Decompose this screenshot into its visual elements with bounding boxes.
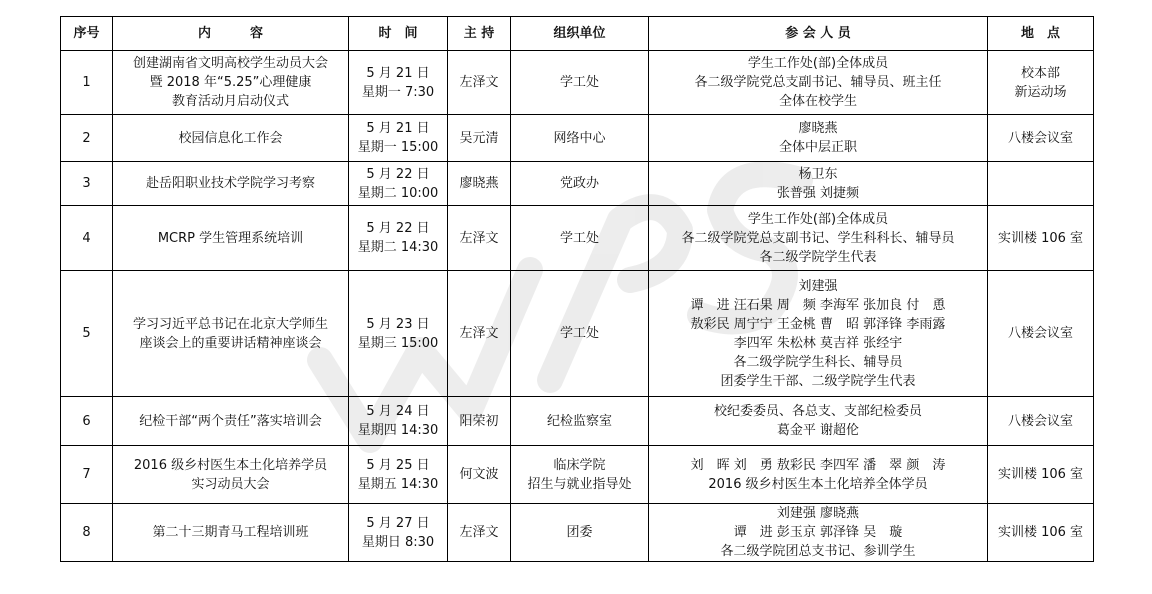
meeting-time xyxy=(349,397,448,446)
meeting-content-line: 校园信息化工作会 xyxy=(178,130,283,146)
attendees-line: 各二级学院学生科长、辅导员 xyxy=(733,354,903,370)
attendees-line: 杨卫东 xyxy=(798,166,838,182)
attendees-line: 葛金平 谢超伦 xyxy=(776,423,860,438)
meeting-content xyxy=(113,446,349,504)
meeting-place xyxy=(988,206,1094,271)
meeting-content-line: 座谈会上的重要讲话精神座谈会 xyxy=(139,335,322,351)
header-attendees: 参 会 人 员 xyxy=(649,17,988,51)
organizer xyxy=(511,206,649,271)
header-no: 序号 xyxy=(61,17,113,51)
meeting-content-line: 实习动员大会 xyxy=(191,476,270,492)
meeting-time xyxy=(349,504,448,562)
meeting-place xyxy=(988,115,1094,162)
organizer xyxy=(511,162,649,206)
attendees-line: 各二级学院党总支副书记、学生科科长、辅导员 xyxy=(681,230,955,246)
attendees-line: 团委学生干部、二级学院学生代表 xyxy=(720,373,916,389)
table-row xyxy=(61,397,1094,446)
attendees xyxy=(649,51,988,115)
meeting-host: 左泽文 xyxy=(448,504,511,562)
table-row xyxy=(61,51,1094,115)
attendees-line: 刘 晖 刘 勇 敖彩民 李四军 潘 翠 颜 涛 xyxy=(690,457,946,473)
meeting-content-line: 2016 级乡村医生本土化培养学员 xyxy=(133,457,328,473)
attendees-line: 学生工作处(部)全体成员 xyxy=(747,56,889,71)
attendees-line: 廖晓燕 xyxy=(798,121,838,136)
meeting-time xyxy=(349,162,448,206)
meeting-time xyxy=(349,115,448,162)
attendees xyxy=(649,504,988,562)
meeting-time-line: 星期一 15:00 xyxy=(357,140,439,155)
meeting-host: 吴元清 xyxy=(448,115,511,162)
attendees-line: 李四军 朱松林 莫吉祥 张经宇 xyxy=(733,335,903,351)
meeting-time-line: 5 月 25 日 xyxy=(366,457,430,473)
organizer-line: 学工处 xyxy=(559,326,599,341)
row-number: 3 xyxy=(61,162,113,206)
row-number: 2 xyxy=(61,115,113,162)
meeting-time-line: 星期四 14:30 xyxy=(357,423,439,438)
meeting-time-line: 5 月 22 日 xyxy=(366,166,430,182)
meeting-place xyxy=(988,446,1094,504)
header-place: 地 点 xyxy=(988,17,1094,51)
meeting-place-line: 八楼会议室 xyxy=(1007,130,1073,146)
attendees-line: 刘建强 廖晓燕 xyxy=(776,506,860,521)
meeting-place xyxy=(988,504,1094,562)
meeting-content-line: 第二十三期青马工程培训班 xyxy=(152,525,309,540)
organizer xyxy=(511,504,649,562)
meeting-time xyxy=(349,446,448,504)
organizer-line: 招生与就业指导处 xyxy=(527,476,632,492)
meeting-place xyxy=(988,271,1094,397)
table-row xyxy=(61,446,1094,504)
meeting-host: 左泽文 xyxy=(448,206,511,271)
attendees-line: 全体在校学生 xyxy=(778,94,857,109)
header-row xyxy=(61,17,1094,51)
attendees xyxy=(649,271,988,397)
attendees-line: 学生工作处(部)全体成员 xyxy=(747,211,889,227)
row-number: 5 xyxy=(61,271,113,397)
organizer xyxy=(511,271,649,397)
meeting-content-line: 纪检干部“两个责任”落实培训会 xyxy=(139,413,322,429)
meeting-place-line: 实训楼 106 室 xyxy=(997,230,1084,246)
meeting-place-line: 新运动场 xyxy=(1014,84,1067,100)
meeting-time xyxy=(349,51,448,115)
meeting-host: 左泽文 xyxy=(448,271,511,397)
meeting-time-line: 5 月 23 日 xyxy=(366,316,430,332)
meeting-host: 阳荣初 xyxy=(448,397,511,446)
meeting-content xyxy=(113,51,349,115)
meeting-time xyxy=(349,271,448,397)
meeting-content-line: 赴岳阳职业技术学院学习考察 xyxy=(145,176,315,191)
meeting-place-line: 八楼会议室 xyxy=(1007,413,1073,429)
meeting-place-line: 校本部 xyxy=(1020,65,1060,81)
organizer-line: 纪检监察室 xyxy=(546,413,612,429)
header-org: 组织单位 xyxy=(511,17,649,51)
meeting-time-line: 星期二 14:30 xyxy=(357,240,439,255)
attendees-line: 敖彩民 周宁宁 王金桃 曹 昭 郭泽锋 李雨露 xyxy=(690,316,946,332)
organizer-line: 学工处 xyxy=(559,75,599,90)
meeting-content-line: 创建湖南省文明高校学生动员大会 xyxy=(132,56,328,71)
meeting-content xyxy=(113,162,349,206)
meeting-content xyxy=(113,271,349,397)
attendees xyxy=(649,446,988,504)
meeting-host: 廖晓燕 xyxy=(448,162,511,206)
attendees-line: 各二级学院团总支书记、参训学生 xyxy=(720,544,916,559)
meeting-content xyxy=(113,504,349,562)
meeting-content-line: MCRP 学生管理系统培训 xyxy=(157,230,304,246)
meeting-content xyxy=(113,397,349,446)
row-number: 6 xyxy=(61,397,113,446)
meeting-place-line: 八楼会议室 xyxy=(1007,326,1073,341)
row-number: 7 xyxy=(61,446,113,504)
meeting-place xyxy=(988,51,1094,115)
meeting-time-line: 5 月 22 日 xyxy=(366,221,430,236)
attendees-line: 各二级学院学生代表 xyxy=(759,249,877,265)
meeting-content xyxy=(113,206,349,271)
meeting-host: 何文波 xyxy=(448,446,511,504)
attendees xyxy=(649,115,988,162)
meeting-place-line: 实训楼 106 室 xyxy=(997,525,1084,540)
row-number: 4 xyxy=(61,206,113,271)
meeting-time xyxy=(349,206,448,271)
meeting-content-line: 学习习近平总书记在北京大学师生 xyxy=(132,316,328,332)
attendees-line: 张普强 刘捷频 xyxy=(776,185,860,201)
meeting-content-line: 教育活动月启动仪式 xyxy=(171,94,289,109)
attendees-line: 2016 级乡村医生本土化培养全体学员 xyxy=(708,476,928,492)
attendees xyxy=(649,397,988,446)
row-number: 1 xyxy=(61,51,113,115)
meeting-host: 左泽文 xyxy=(448,51,511,115)
header-time: 时 间 xyxy=(349,17,448,51)
organizer-line: 学工处 xyxy=(559,230,599,246)
meeting-time-line: 5 月 21 日 xyxy=(366,65,430,81)
meeting-content xyxy=(113,115,349,162)
table-row xyxy=(61,206,1094,271)
meeting-time-line: 星期二 10:00 xyxy=(357,185,439,201)
meeting-time-line: 星期一 7:30 xyxy=(361,84,435,100)
meeting-place xyxy=(988,397,1094,446)
organizer xyxy=(511,115,649,162)
table-row xyxy=(61,162,1094,206)
organizer xyxy=(511,397,649,446)
attendees-line: 刘建强 xyxy=(798,278,838,294)
meeting-content-line: 暨 2018 年“5.25”心理健康 xyxy=(149,75,312,90)
organizer-line: 党政办 xyxy=(559,176,599,191)
attendees-line: 各二级学院党总支副书记、辅导员、班主任 xyxy=(694,75,942,90)
table-row xyxy=(61,115,1094,162)
meeting-time-line: 5 月 27 日 xyxy=(366,515,430,531)
meeting-place-line: 实训楼 106 室 xyxy=(997,467,1084,482)
meeting-place xyxy=(988,162,1094,206)
organizer-line: 团委 xyxy=(566,525,593,540)
header-content: 内 容 xyxy=(113,17,349,51)
header-host: 主 持 xyxy=(448,17,511,51)
meeting-time-line: 5 月 24 日 xyxy=(366,404,430,419)
attendees xyxy=(649,206,988,271)
organizer xyxy=(511,51,649,115)
meeting-time-line: 星期五 14:30 xyxy=(357,476,439,492)
attendees xyxy=(649,162,988,206)
attendees-line: 谭 进 彭玉京 郭泽锋 吴 璇 xyxy=(733,525,903,540)
meeting-time-line: 5 月 21 日 xyxy=(366,121,430,136)
organizer-line: 网络中心 xyxy=(553,130,606,146)
organizer xyxy=(511,446,649,504)
organizer-line: 临床学院 xyxy=(553,457,606,473)
table-row xyxy=(61,504,1094,562)
row-number: 8 xyxy=(61,504,113,562)
meeting-schedule-table xyxy=(60,16,1094,562)
meeting-time-line: 星期三 15:00 xyxy=(357,335,439,351)
meeting-time-line: 星期日 8:30 xyxy=(361,534,435,550)
attendees-line: 谭 进 汪石果 周 频 李海军 张加良 付 恿 xyxy=(690,297,946,313)
attendees-line: 校纪委委员、各总支、支部纪检委员 xyxy=(713,404,922,419)
attendees-line: 全体中层正职 xyxy=(778,140,857,155)
table-row xyxy=(61,271,1094,397)
